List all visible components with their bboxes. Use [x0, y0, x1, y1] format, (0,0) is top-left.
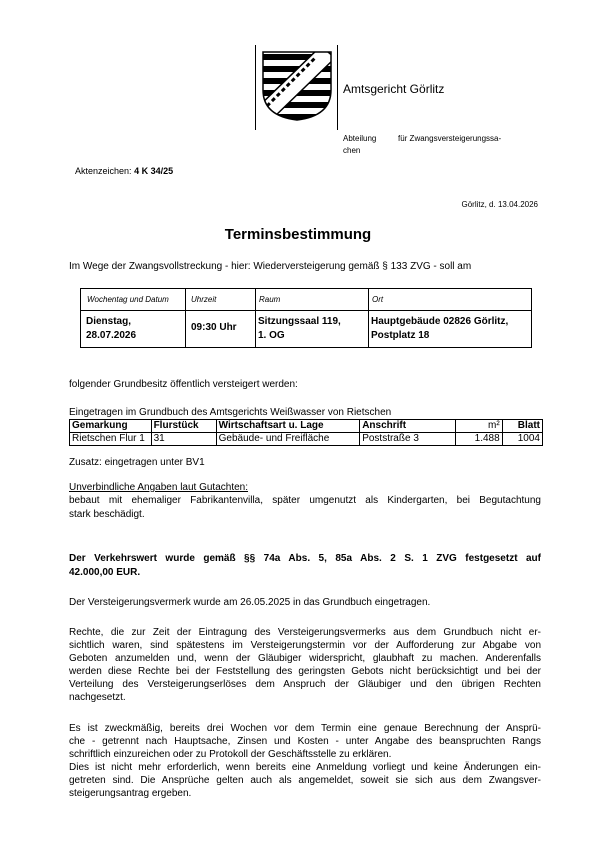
land-register-table [69, 419, 543, 446]
appointment-place-line2: Postplatz 18 [371, 330, 430, 341]
place-date: Görlitz, d. 13.04.2026 [461, 200, 538, 209]
header-rule-right [337, 45, 338, 130]
claims-line: steigerungsantrag ergeben. [69, 788, 192, 799]
appointment-table [80, 288, 532, 348]
appointment-date: 28.07.2026 [86, 330, 137, 341]
department-name-line1: für Zwangsversteigerungssa- [398, 134, 502, 143]
nonbinding-text-line2: stark beschädigt. [69, 509, 145, 520]
file-reference-value: 4 K 34/25 [134, 166, 174, 176]
col-blatt: Blatt [502, 420, 542, 433]
market-value-line1: Der Verkehrswert wurde gemäß §§ 74a Abs. 5, 85a Abs. 2 S. 1 ZVG festgesetzt auf [69, 553, 541, 564]
col-gemarkung: Gemarkung [70, 420, 152, 433]
land-register-note: Zusatz: eingetragen unter BV1 [69, 457, 205, 468]
claims-line: getreten sind. Die Ansprüche gelten auch als angemeldet, soweit sie sich aus dem Zwangsver- [69, 775, 541, 786]
claims-line: schriftlich einzureichen oder zu Protokoll der Geschäftsstelle zu erklären. [69, 749, 392, 760]
header-rule-left [255, 45, 256, 130]
cell-flurstueck: 31 [151, 433, 216, 446]
file-reference-label: Aktenzeichen: [75, 166, 132, 176]
land-register-header-row [70, 420, 543, 433]
rights-line: Rechte, die zur Zeit der Eintragung des Versteigerungsvermerks aus dem Grundbuch nicht er- [69, 627, 541, 638]
market-value-line2: 42.000,00 EUR. [69, 567, 141, 578]
rights-line: werden diese Rechte bei der Feststellung des geringsten Gebots nicht berücksichtigt und bei der [69, 666, 541, 677]
rights-line: nachgesetzt. [69, 692, 126, 703]
department-label: Abteilung [343, 134, 377, 143]
claims-line: Dies ist nicht mehr erforderlich, wenn bereits eine Anmeldung vorliegt und keine Änderungen ein- [69, 762, 541, 773]
cell-gemarkung: Rietschen Flur 1 [70, 433, 152, 446]
col-anschrift: Anschrift [360, 420, 456, 433]
cell-wirtschaftsart: Gebäude- und Freifläche [216, 433, 360, 446]
cell-area: 1.488 [456, 433, 502, 446]
rights-line: Geboten anzumelden und, wenn der Gläubiger widerspricht, glaubhaft zu machen. Anderenfalls [69, 653, 541, 664]
nonbinding-text-line1: bebaut mit ehemaliger Fabrikantenvilla, später umgenutzt als Kindergarten, bei Begutachtung [69, 495, 541, 506]
file-reference [75, 165, 173, 177]
cell-blatt: 1004 [502, 433, 542, 446]
rights-line: Verteilung des Versteigerungserlöses dem Anspruch der Gläubiger und den übrigen Rechten [69, 679, 541, 690]
auction-statement: folgender Grundbesitz öffentlich versteigert werden: [69, 379, 298, 390]
appointment-room-line2: 1. OG [258, 330, 285, 341]
nonbinding-heading: Unverbindliche Angaben laut Gutachten: [69, 482, 249, 493]
appointment-weekday: Dienstag, [86, 316, 132, 327]
appointment-time: 09:30 Uhr [191, 322, 237, 333]
cell-anschrift: Poststraße 3 [360, 433, 456, 446]
intro-text: Im Wege der Zwangsvollstreckung - hier: Wiederversteigerung gemäß § 133 ZVG - soll am [69, 261, 472, 272]
table-row [70, 433, 543, 446]
document-title: Terminsbestimmung [224, 226, 372, 243]
rights-line: sichtlich waren, sind spätestens im Versteigerungstermin vor der Aufforderung zur Abgabe von [69, 640, 541, 651]
department-name-line2: chen [343, 146, 361, 155]
court-name: Amtsgericht Görlitz [343, 82, 445, 96]
claims-line: che - getrennt nach Hauptsache, Zinsen und Kosten - unter Angabe des beanspruchten Rangs [69, 736, 541, 747]
appointment-header-date: Wochentag und Datum [87, 295, 169, 304]
claims-line: Es ist zweckmäßig, bereits drei Wochen vor dem Termin eine genaue Berechnung der Ansprü- [69, 723, 541, 734]
appointment-header-room: Raum [259, 295, 281, 304]
rights-paragraph [69, 626, 541, 704]
registration-note: Der Versteigerungsvermerk wurde am 26.05.2025 in das Grundbuch eingetragen. [69, 597, 431, 608]
appointment-header-time: Uhrzeit [191, 295, 217, 304]
claims-paragraph [69, 722, 541, 800]
land-register-caption: Eingetragen im Grundbuch des Amtsgerichts Weißwasser von Rietschen [69, 407, 392, 418]
col-wirtschaftsart: Wirtschaftsart u. Lage [216, 420, 360, 433]
appointment-room-line1: Sitzungssaal 119, [258, 316, 341, 327]
col-area: m² [456, 420, 502, 433]
saxony-coat-of-arms [261, 50, 333, 122]
appointment-header-place: Ort [372, 295, 384, 304]
appointment-place-line1: Hauptgebäude 02826 Görlitz, [371, 316, 509, 327]
col-flurstueck: Flurstück [151, 420, 216, 433]
